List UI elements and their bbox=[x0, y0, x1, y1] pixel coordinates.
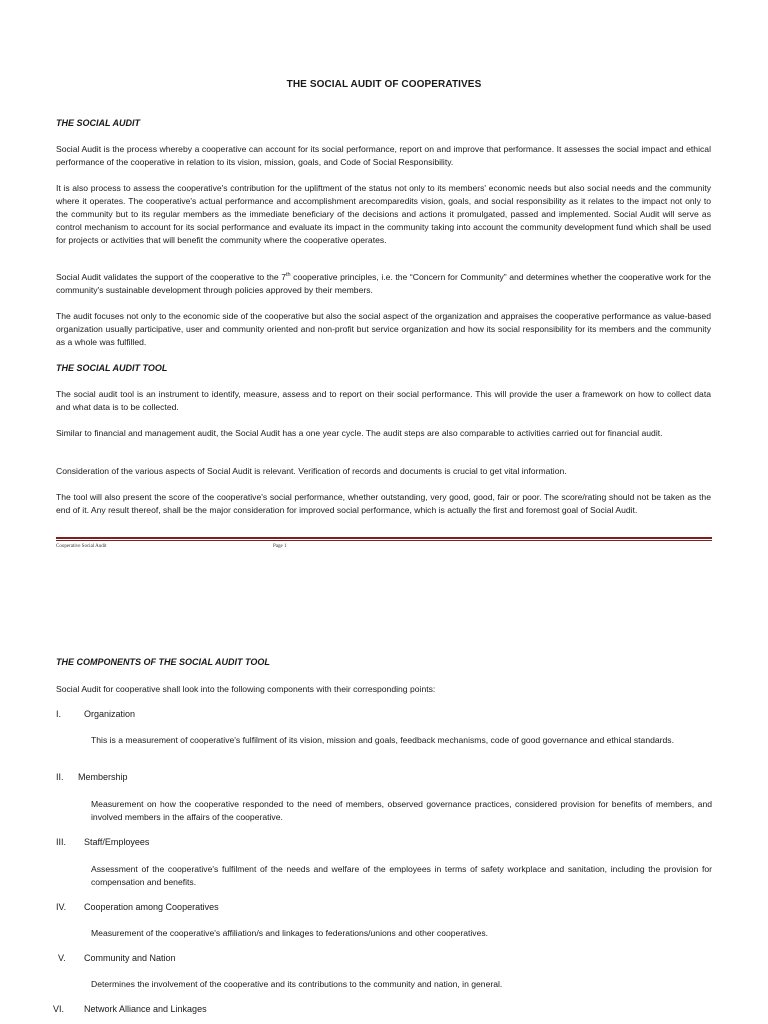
list-item-title: Network Alliance and Linkages bbox=[84, 1004, 207, 1014]
list-item-title: Organization bbox=[84, 709, 136, 719]
paragraph-6: Similar to financial and management audit, the Social Audit has a one year cycle. The audit steps are also comparable to activities carried out for financial audit. bbox=[56, 428, 663, 438]
paragraph-3-part-2: cooperative principles, i.e. the “Concern for Community” and determines whether the cooperative work for the community's sustainable development through policies approved by their members. bbox=[56, 272, 712, 295]
paragraph-1: Social Audit is the process whereby a cooperative can account for its social performance, report on and improve that performance. It assesses the social impact and ethical performance of the cooperative in relation to its vision, mission, goals, and Code of Social Responsibility. bbox=[56, 144, 711, 167]
list-item-number: VI. bbox=[53, 1004, 65, 1014]
paragraph-7: Consideration of the various aspects of Social Audit is relevant. Verification of records and documents is crucial to get vital information. bbox=[56, 466, 567, 476]
paragraph-3-part-1: Social Audit validates the support of the cooperative to the 7 bbox=[56, 272, 286, 282]
section-heading-social-audit: THE SOCIAL AUDIT bbox=[56, 118, 141, 128]
list-item-number: V. bbox=[58, 953, 66, 963]
list-item-title: Cooperation among Cooperatives bbox=[84, 902, 219, 912]
components-heading: THE COMPONENTS OF THE SOCIAL AUDIT TOOL bbox=[56, 657, 270, 667]
list-item-title: Community and Nation bbox=[84, 953, 176, 963]
paragraph-4: The audit focuses not only to the economic side of the cooperative but also the social aspect of the organization and appraises the cooperative performance as value-based organization usually participative, user and community oriented and non-profit but service organization and how its social responsibility for its members and the community as a whole was fulfilled. bbox=[56, 311, 711, 347]
footer-document-name: Cooperative Social Audit bbox=[56, 544, 107, 549]
list-item-number: II. bbox=[56, 772, 64, 782]
list-item-title: Membership bbox=[78, 772, 128, 782]
footer-rule bbox=[56, 537, 712, 539]
footer-rule-thin bbox=[56, 540, 712, 541]
list-item-description: Measurement on how the cooperative responded to the need of members, observed governance practices, considered provision for benefits of members, and involved members in the affairs of the cooperative. bbox=[91, 799, 712, 822]
paragraph-5: The social audit tool is an instrument to identify, measure, assess and to report on their social performance. This will provide the user a framework on how to collect data and what data is to be collected. bbox=[56, 389, 711, 412]
section-heading-social-audit-tool: THE SOCIAL AUDIT TOOL bbox=[56, 363, 168, 373]
list-item-title: Staff/Employees bbox=[84, 837, 150, 847]
list-item-number: III. bbox=[56, 837, 67, 847]
document-title: THE SOCIAL AUDIT OF COOPERATIVES bbox=[286, 79, 482, 90]
paragraph-3 bbox=[56, 271, 711, 297]
paragraph-3-superscript: th bbox=[286, 272, 291, 279]
list-item-description: This is a measurement of cooperative's fulfilment of its vision, mission and goals, feedback mechanisms, code of good governance and ethical standards. bbox=[91, 735, 674, 745]
list-item-description: Measurement of the cooperative's affiliation/s and linkages to federations/unions and other cooperatives. bbox=[91, 928, 489, 938]
list-item-number: I. bbox=[56, 709, 62, 719]
footer-page-number: Page 1 bbox=[273, 544, 287, 549]
list-item-description: Determines the involvement of the cooperative and its contributions to the community and nation, in general. bbox=[91, 979, 503, 989]
list-item-description: Assessment of the cooperative's fulfilment of the needs and welfare of the employees in terms of safety workplace and sanitation, including the provision for compensation and benefits. bbox=[91, 864, 712, 887]
paragraph-2: It is also process to assess the cooperative's contribution for the upliftment of the status not only to its members' economic needs but also social needs and the community where it operates. The cooperative's actual performance and accomplishment arecomparedits vision, goals, and social responsibility as it relates to the impact not only to the community but to its regular members as the immediate beneficiary of the decisions and actions it promulgated, passed and implemented. Social Audit will serve as control mechanism to account for its social performance and evaluate its impact in the community taking into account the community development fund which shall be used for projects or activities that will benefit the community where the cooperative operates. bbox=[56, 183, 711, 245]
list-item-number: IV. bbox=[56, 902, 67, 912]
components-intro: Social Audit for cooperative shall look into the following components with their corresponding points: bbox=[56, 684, 436, 694]
paragraph-8: The tool will also present the score of the cooperative's social performance, whether outstanding, very good, good, fair or poor. The score/rating should not be taken as the end of it. Any result thereof, shall be the major consideration for improved social performance, which is actually the first and foremost goal of Social Audit. bbox=[56, 492, 711, 515]
